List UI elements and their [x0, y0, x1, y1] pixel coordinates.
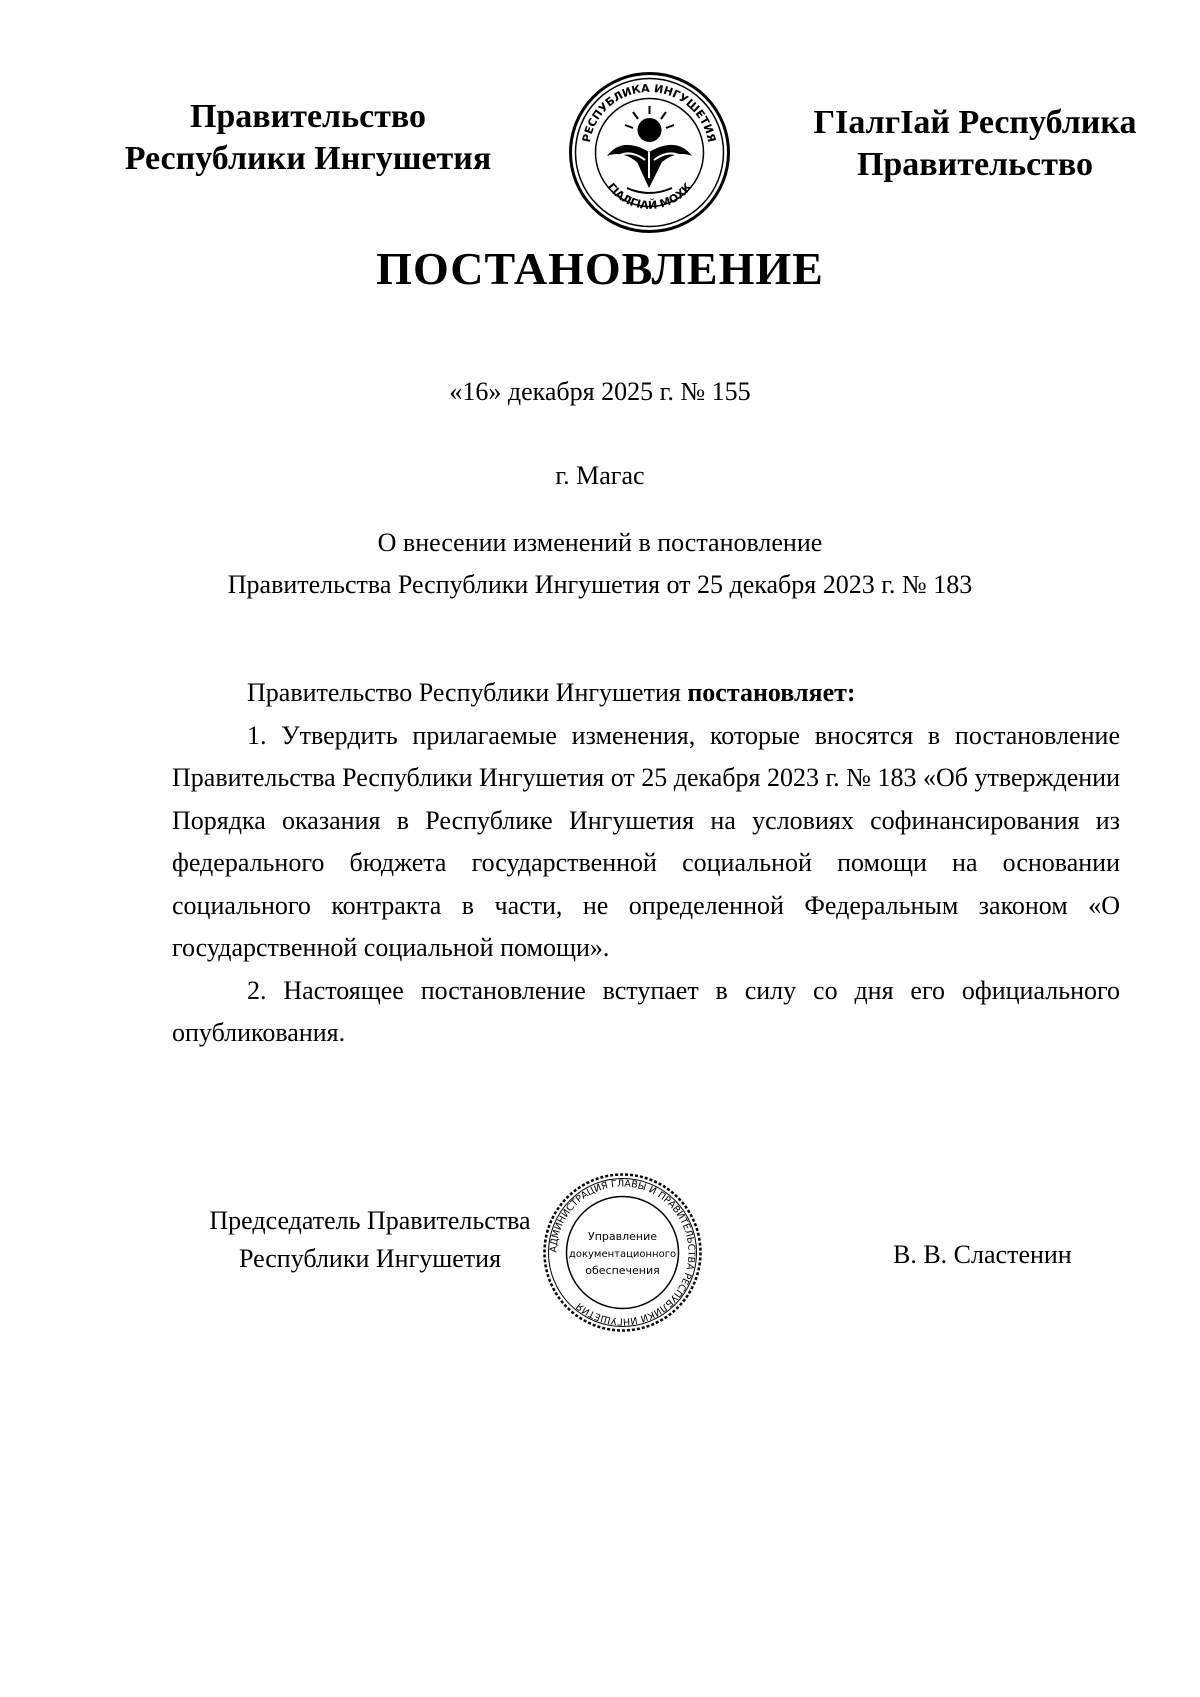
stamp-ring-text: АДМИНИСТРАЦИЯ ГЛАВЫ И ПРАВИТЕЛЬСТВА РЕСПУБЛИКИ ИНГУШЕТИЯ [548, 1178, 697, 1327]
intro-bold: постановляет: [687, 678, 856, 707]
document-body [172, 672, 1120, 1055]
subject-line1: О внесении изменений в постановление [377, 528, 823, 557]
stamp-center-line1: Управление [587, 1230, 658, 1243]
org-left-line2: Республики Ингушетия [124, 140, 492, 177]
intro-paragraph [172, 672, 1120, 715]
subject-line2: Правительства Республики Ингушетия от 25 декабря 2023 г. № 183 [227, 570, 973, 599]
org-name-ingush [790, 102, 1160, 186]
signatory-position [185, 1202, 555, 1278]
coat-of-arms-icon [567, 70, 732, 235]
paragraph-1: 1. Утвердить прилагаемые изменения, которые вносятся в постановление Правительства Республики Ингушетия от 25 декабря 2023 г. № 183 «Об утверждении Порядка оказания в Республике Ингушетия на условиях софинансирования из федерального бюджета государственной социальной помощи на основании социального контракта в части, не определенной Федеральным законом «О государственной социальной помощи». [172, 720, 1120, 962]
stamp-center-line2: документационного [568, 1249, 677, 1260]
emblem-text-top: РЕСПУБЛИКА ИНГУШЕТИЯ [579, 81, 719, 144]
org-left-line1: Правительство [189, 98, 427, 135]
org-right-line1: ГIалгIай Республика [813, 104, 1137, 141]
intro-text: Правительство Республики Ингушетия [247, 678, 688, 707]
paragraph-2: 2. Настоящее постановление вступает в силу со дня его официального опубликования. [172, 975, 1120, 1047]
org-name-russian [98, 96, 518, 180]
stamp-seal-icon [540, 1170, 705, 1335]
stamp-center-line3: обеспечения [585, 1264, 660, 1277]
org-right-line2: Правительство [856, 146, 1094, 183]
signatory-position-line2: Республики Ингушетия [238, 1244, 502, 1273]
document-subject [0, 522, 1200, 606]
signatory-position-line1: Председатель Правительства [209, 1206, 531, 1235]
document-type-title: ПОСТАНОВЛЕНИЕ [376, 243, 824, 294]
document-date-number: «16» декабря 2025 г. № 155 [449, 377, 751, 406]
document-city: г. Магас [555, 461, 645, 490]
emblem-text-bottom: ГIАЛГIАЙ МОХК [604, 180, 695, 213]
signatory-name: В. В. Сластенин [893, 1240, 1072, 1269]
